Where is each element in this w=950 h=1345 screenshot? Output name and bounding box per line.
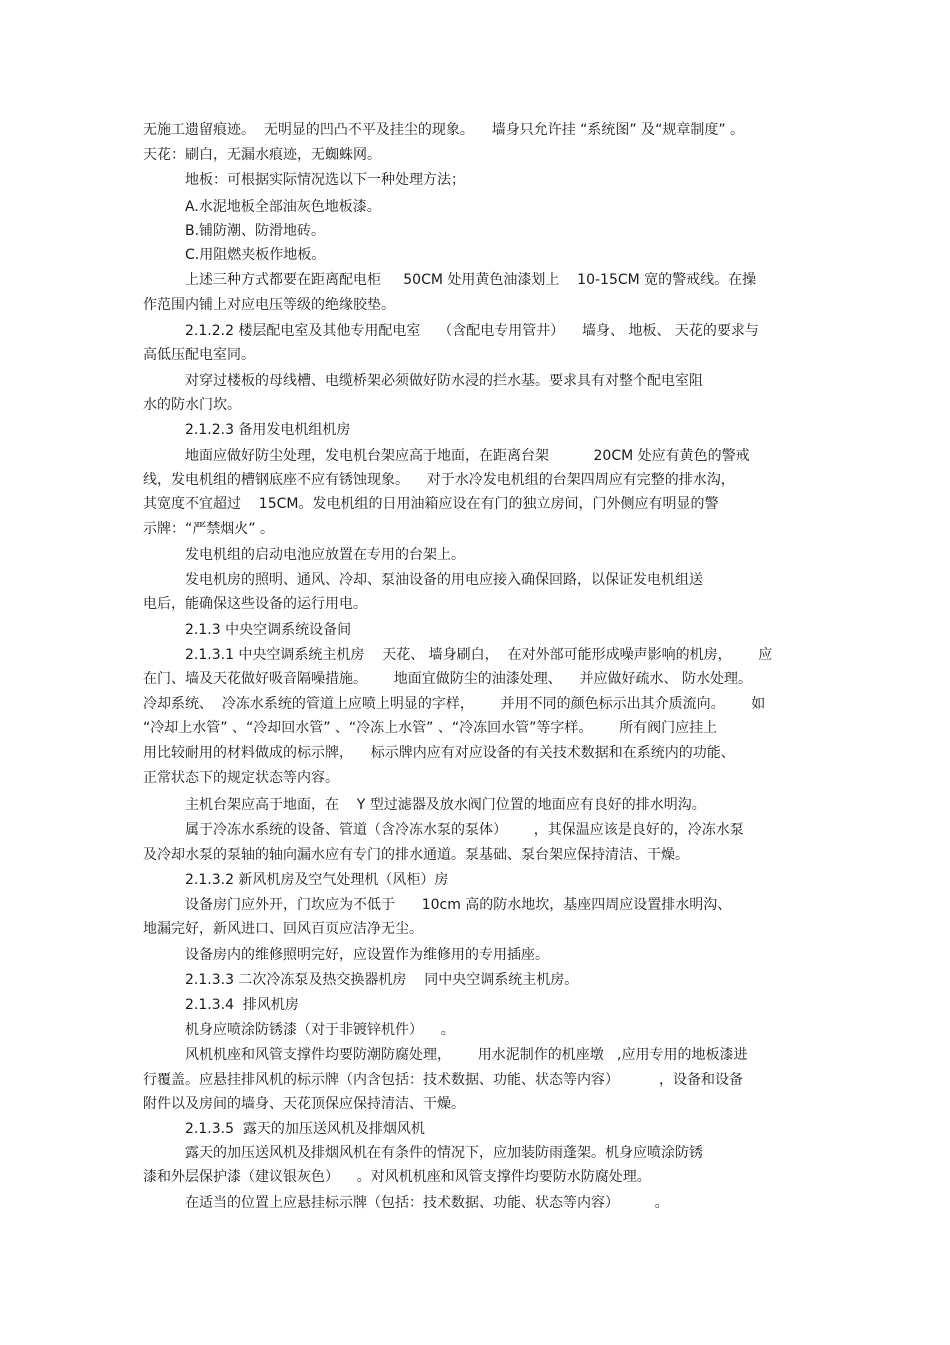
text-line: 漆和外层保护漆（建议银灰色） 。对风机机座和风管支撑件均要防水防腐处理。 [143, 1169, 651, 1185]
text-line: 其宽度不宜超过 15CM。发电机组的日用油箱应设在有门的独立房间，门外侧应有明显的警 [143, 496, 719, 512]
text-line: 对穿过楼板的母线槽、电缆桥架必须做好防水浸的拦水基。要求具有对整个配电室阻 [185, 373, 703, 389]
text-line: 设备房门应外开，门坎应为不低于 10cm 高的防水地坎，基座四周应设置排水明沟、 [185, 897, 732, 913]
text-line: 2.1.3.3 二次冷冻泵及热交换器机房 同中央空调系统主机房。 [185, 972, 579, 988]
text-line: 风机机座和风管支撑件均要防潮防腐处理， 用水泥制作的机座墩 ,应用专用的地板漆进 [185, 1047, 748, 1063]
text-line: 上述三种方式都要在距离配电柜 50CM 处用黄色油漆划上 10-15CM 宽的警戒线。在操 [185, 272, 757, 288]
text-line: 2.1.3.5 露天的加压送风机及排烟风机 [185, 1121, 425, 1137]
text-line: 冷却系统、 冷冻水系统的管道上应喷上明显的字样， 并用不同的颜色标示出其介质流向。 如 [143, 696, 766, 712]
text-line: 地板：可根据实际情况选以下一种处理方法； [185, 172, 465, 188]
text-line: 属于冷冻水系统的设备、管道（含冷冻水泵的泵体） ，其保温应该是良好的，冷冻水泵 [185, 822, 744, 838]
text-line: 2.1.3.4 排风机房 [185, 997, 299, 1013]
text-line: 作范围内铺上对应电压等级的绝缘胶垫。 [143, 297, 395, 313]
text-line: 主机台架应高于地面，在 Y 型过滤器及放水阀门位置的地面应有良好的排水明沟。 [185, 797, 706, 813]
text-line: C.用阻燃夹板作地板。 [185, 247, 326, 263]
text-line: B.铺防潮、防滑地砖。 [185, 223, 326, 239]
text-line: 2.1.3.1 中央空调系统主机房 天花、 墙身刷白， 在对外部可能形成噪声影响的机房， 应 [185, 647, 773, 663]
text-line: 示牌：“严禁烟火” 。 [143, 521, 274, 537]
text-line: 附件以及房间的墙身、天花顶保应保持清洁、干燥。 [143, 1096, 465, 1112]
text-line: 机身应喷涂防锈漆（对于非镀锌机件） 。 [185, 1022, 455, 1038]
text-line: 露天的加压送风机及排烟风机在有条件的情况下，应加装防雨蓬架。机身应喷涂防锈 [185, 1145, 703, 1161]
text-line: 行覆盖。应悬挂排风机的标示牌（内含包括：技术数据、功能、状态等内容） ，设备和设备 [143, 1072, 744, 1088]
text-line: 2.1.3.2 新风机房及空气处理机（风柜）房 [185, 872, 449, 888]
text-line: 线，发电机组的槽钢底座不应有锈蚀现象。 对于水冷发电机组的台架四周应有完整的排水沟， [143, 472, 735, 488]
text-line: 电后，能确保这些设备的运行用电。 [143, 596, 367, 612]
text-line: 水的防水门坎。 [143, 397, 241, 413]
text-line: 无施工遗留痕迹。 无明显的凹凸不平及挂尘的现象。 墙身只允许挂 “系统图” 及“规章制度” 。 [143, 122, 745, 138]
text-line: 设备房内的维修照明完好，应设置作为维修用的专用插座。 [185, 947, 549, 963]
text-line: 地面应做好防尘处理，发电机台架应高于地面，在距离台架 20CM 处应有黄色的警戒 [185, 448, 750, 464]
text-line: 2.1.3 中央空调系统设备间 [185, 622, 352, 638]
text-line: 发电机组的启动电池应放置在专用的台架上。 [185, 547, 465, 563]
text-line: 在门、墙及天花做好吸音隔噪措施。 地面宜做防尘的油漆处理、 并应做好疏水、 防水处理。 [143, 671, 752, 687]
text-line: 2.1.2.2 楼层配电室及其他专用配电室 （含配电专用管井） 墙身、 地板、 天花的要求与 [185, 323, 759, 339]
text-line: 在适当的位置上应悬挂标示牌（包括：技术数据、功能、状态等内容） 。 [185, 1195, 669, 1211]
text-line: 2.1.2.3 备用发电机组机房 [185, 422, 351, 438]
text-line: 用比较耐用的材料做成的标示牌， 标示牌内应有对应设备的有关技术数据和在系统内的功能、 [143, 745, 735, 761]
text-line: 及冷却水泵的泵轴的轴向漏水应有专门的排水通道。泵基础、泵台架应保持清洁、干燥。 [143, 847, 689, 863]
text-line: 正常状态下的规定状态等内容。 [143, 770, 339, 786]
text-line: “冷却上水管” 、“冷却回水管” 、“冷冻上水管” 、“冷冻回水管”等字样。 所有阀门应挂上 [143, 720, 718, 736]
text-line: 地漏完好，新风进口、回风百页应洁净无尘。 [143, 921, 423, 937]
text-line: 发电机房的照明、通风、冷却、泵油设备的用电应接入确保回路，以保证发电机组送 [185, 572, 703, 588]
text-line: 高低压配电室同。 [143, 347, 255, 363]
text-line: 天花：刷白，无漏水痕迹，无蜘蛛网。 [143, 147, 381, 163]
text-line: A.水泥地板全部油灰色地板漆。 [185, 199, 381, 215]
